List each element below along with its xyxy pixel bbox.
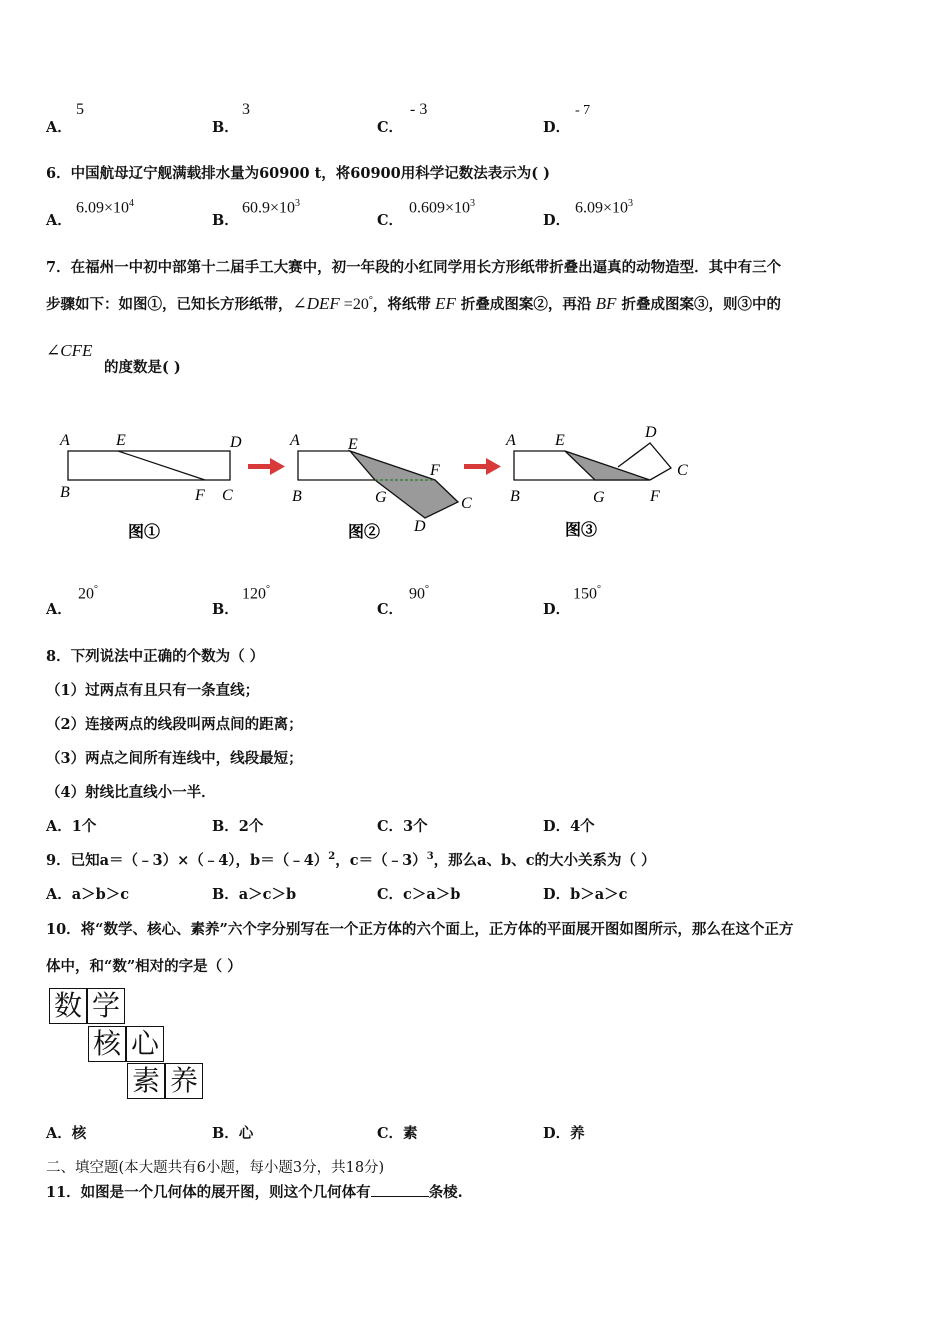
q9-option-c: C．c＞a＞b xyxy=(377,886,461,903)
fig1-label-e: E xyxy=(116,432,126,449)
fig1-caption: 图① xyxy=(128,524,161,541)
q10-option-a: A．核 xyxy=(46,1125,87,1142)
fig2-label-b: B xyxy=(292,488,302,505)
fig2-folded-flap xyxy=(350,451,458,518)
q7-option-c-value: 90° xyxy=(409,584,429,603)
fig1-label-c: C xyxy=(222,487,233,504)
q6-option-d-label: D． xyxy=(543,212,571,229)
net-cell-he: 核 xyxy=(88,1026,126,1062)
q8-item-1: （1）过两点有且只有一条直线； xyxy=(46,682,260,699)
figure-1 xyxy=(59,432,242,541)
q8-item-4: （4）射线比直线小一半． xyxy=(46,784,216,801)
q10-option-b: B．心 xyxy=(212,1125,254,1142)
q6-option-a-label: A． xyxy=(46,212,72,229)
q7-option-d-label: D． xyxy=(543,601,571,618)
figure-2 xyxy=(289,432,472,541)
fig1-label-f: F xyxy=(195,487,205,504)
fig2-label-g: G xyxy=(375,489,387,506)
q5-option-d-label: D． xyxy=(543,119,571,136)
q8-option-d: D．4个 xyxy=(543,818,595,835)
q7-option-d-value: 150° xyxy=(573,584,601,603)
q6-stem: 6．中国航母辽宁舰满载排水量为60900 t，将60900用科学记数法表示为( ) xyxy=(46,165,550,182)
fig1-label-b: B xyxy=(60,484,70,501)
fig2-label-a: A xyxy=(290,432,300,449)
fig1-strip xyxy=(68,451,230,480)
q8-item-3: （3）两点之间所有连线中，线段最短； xyxy=(46,750,303,767)
q5-option-c-label: C． xyxy=(377,119,404,136)
figure-3 xyxy=(505,424,688,539)
q8-item-2: （2）连接两点的线段叫两点间的距离； xyxy=(46,716,303,733)
q10-stem-line2: 体中，和“数”相对的字是（ ） xyxy=(46,958,242,975)
q5-option-b-value: 3 xyxy=(242,101,250,118)
q6-option-c-value: $0.609\times 10^3$ xyxy=(409,198,476,217)
q6-option-a-value: $6.09\times 10^4$ xyxy=(76,198,135,217)
q7-angle-cfe: ∠CFE xyxy=(46,341,93,360)
fig3-label-f: F xyxy=(650,488,660,505)
fig3-label-e: E xyxy=(555,432,565,449)
q8-option-b: B．2个 xyxy=(212,818,264,835)
arrow-1 xyxy=(248,458,285,475)
arrow-2-shaft xyxy=(464,464,488,469)
net-cell-xue: 学 xyxy=(87,988,125,1024)
fig1-fold-line-ef xyxy=(118,451,205,480)
q7-stem-line1: 7．在福州一中初中部第十二届手工大赛中，初一年段的小红同学用长方形纸带折叠出逼真的动物造型．其中有三个 xyxy=(46,259,782,276)
q8-option-a: A．1个 xyxy=(46,818,97,835)
net-cell-su: 素 xyxy=(127,1063,165,1099)
q9-stem: 9．已知a＝（﹣3）×（﹣4），b＝（﹣4）$^2$，c＝（﹣3）$^3$，那么a、b、c的大小关系为（ ） xyxy=(46,851,656,869)
q9-option-d: D．b＞a＞c xyxy=(543,886,628,903)
net-cell-xin: 心 xyxy=(126,1026,164,1062)
q7-option-a-value: 20° xyxy=(78,584,98,603)
q6-option-c-label: C． xyxy=(377,212,404,229)
q7-folding-figures xyxy=(40,415,720,550)
q7-stem-line3: 的度数是( ) xyxy=(104,359,181,376)
fig3-label-a: A xyxy=(506,432,516,449)
arrow-1-head xyxy=(270,458,285,475)
q5-option-a-label: A． xyxy=(46,119,72,136)
q8-stem: 8．下列说法中正确的个数为（ ） xyxy=(46,648,265,665)
section-2-title: 二、填空题(本大题共有6小题，每小题3分，共18分) xyxy=(46,1160,385,1176)
arrow-2-head xyxy=(486,458,501,475)
net-cell-shu: 数 xyxy=(49,988,87,1024)
fig1-label-a: A xyxy=(60,432,70,449)
fig3-label-b: B xyxy=(510,488,520,505)
q6-option-b-value: $60.9\times 10^3$ xyxy=(242,198,301,217)
q8-option-c: C．3个 xyxy=(377,818,428,835)
fig1-label-d: D xyxy=(230,434,242,451)
q7-option-a-label: A． xyxy=(46,601,72,618)
fig3-label-g: G xyxy=(593,489,605,506)
q7-stem-line2: 步骤如下：如图①，已知长方形纸带，∠DEF =20°，将纸带 EF 折叠成图案②，再沿 BF 折叠成图案③，则③中的 xyxy=(46,294,782,313)
arrow-2 xyxy=(464,458,501,475)
q5-option-c-value: - 3 xyxy=(410,101,428,118)
q7-option-b-label: B． xyxy=(212,601,239,618)
fig2-label-f: F xyxy=(430,462,440,479)
fig3-caption: 图③ xyxy=(565,522,598,539)
q9-option-b: B．a＞c＞b xyxy=(212,886,297,903)
q5-option-a-value: 5 xyxy=(76,101,84,118)
arrow-1-shaft xyxy=(248,464,272,469)
net-cell-yang: 养 xyxy=(165,1063,203,1099)
fig2-label-e: E xyxy=(348,436,358,453)
fig2-label-d: D xyxy=(414,518,426,535)
fig3-label-c: C xyxy=(677,462,688,479)
q7-option-b-value: 120° xyxy=(242,584,270,603)
q5-option-b-label: B． xyxy=(212,119,239,136)
q5-option-d-value: - 7 xyxy=(575,103,591,118)
q10-option-d: D．养 xyxy=(543,1125,585,1142)
fig2-caption: 图② xyxy=(348,524,381,541)
q11-stem: 11．如图是一个几何体的展开图，则这个几何体有 条棱. xyxy=(46,1184,463,1201)
q10-stem-line1: 10．将“数学、核心、素养”六个字分别写在一个正方体的六个面上，正方体的平面展开图如图所示，那么在这个正方 xyxy=(46,921,794,938)
fig3-label-d: D xyxy=(645,424,657,441)
fig3-shaded-triangle xyxy=(565,451,650,480)
q7-option-c-label: C． xyxy=(377,601,404,618)
q10-option-c: C．素 xyxy=(377,1125,418,1142)
fig2-label-c: C xyxy=(461,495,472,512)
q6-option-b-label: B． xyxy=(212,212,239,229)
q6-option-d-value: $6.09\times 10^3$ xyxy=(575,198,634,217)
q11-answer-blank xyxy=(371,1184,429,1197)
q9-option-a: A．a＞b＞c xyxy=(46,886,130,903)
